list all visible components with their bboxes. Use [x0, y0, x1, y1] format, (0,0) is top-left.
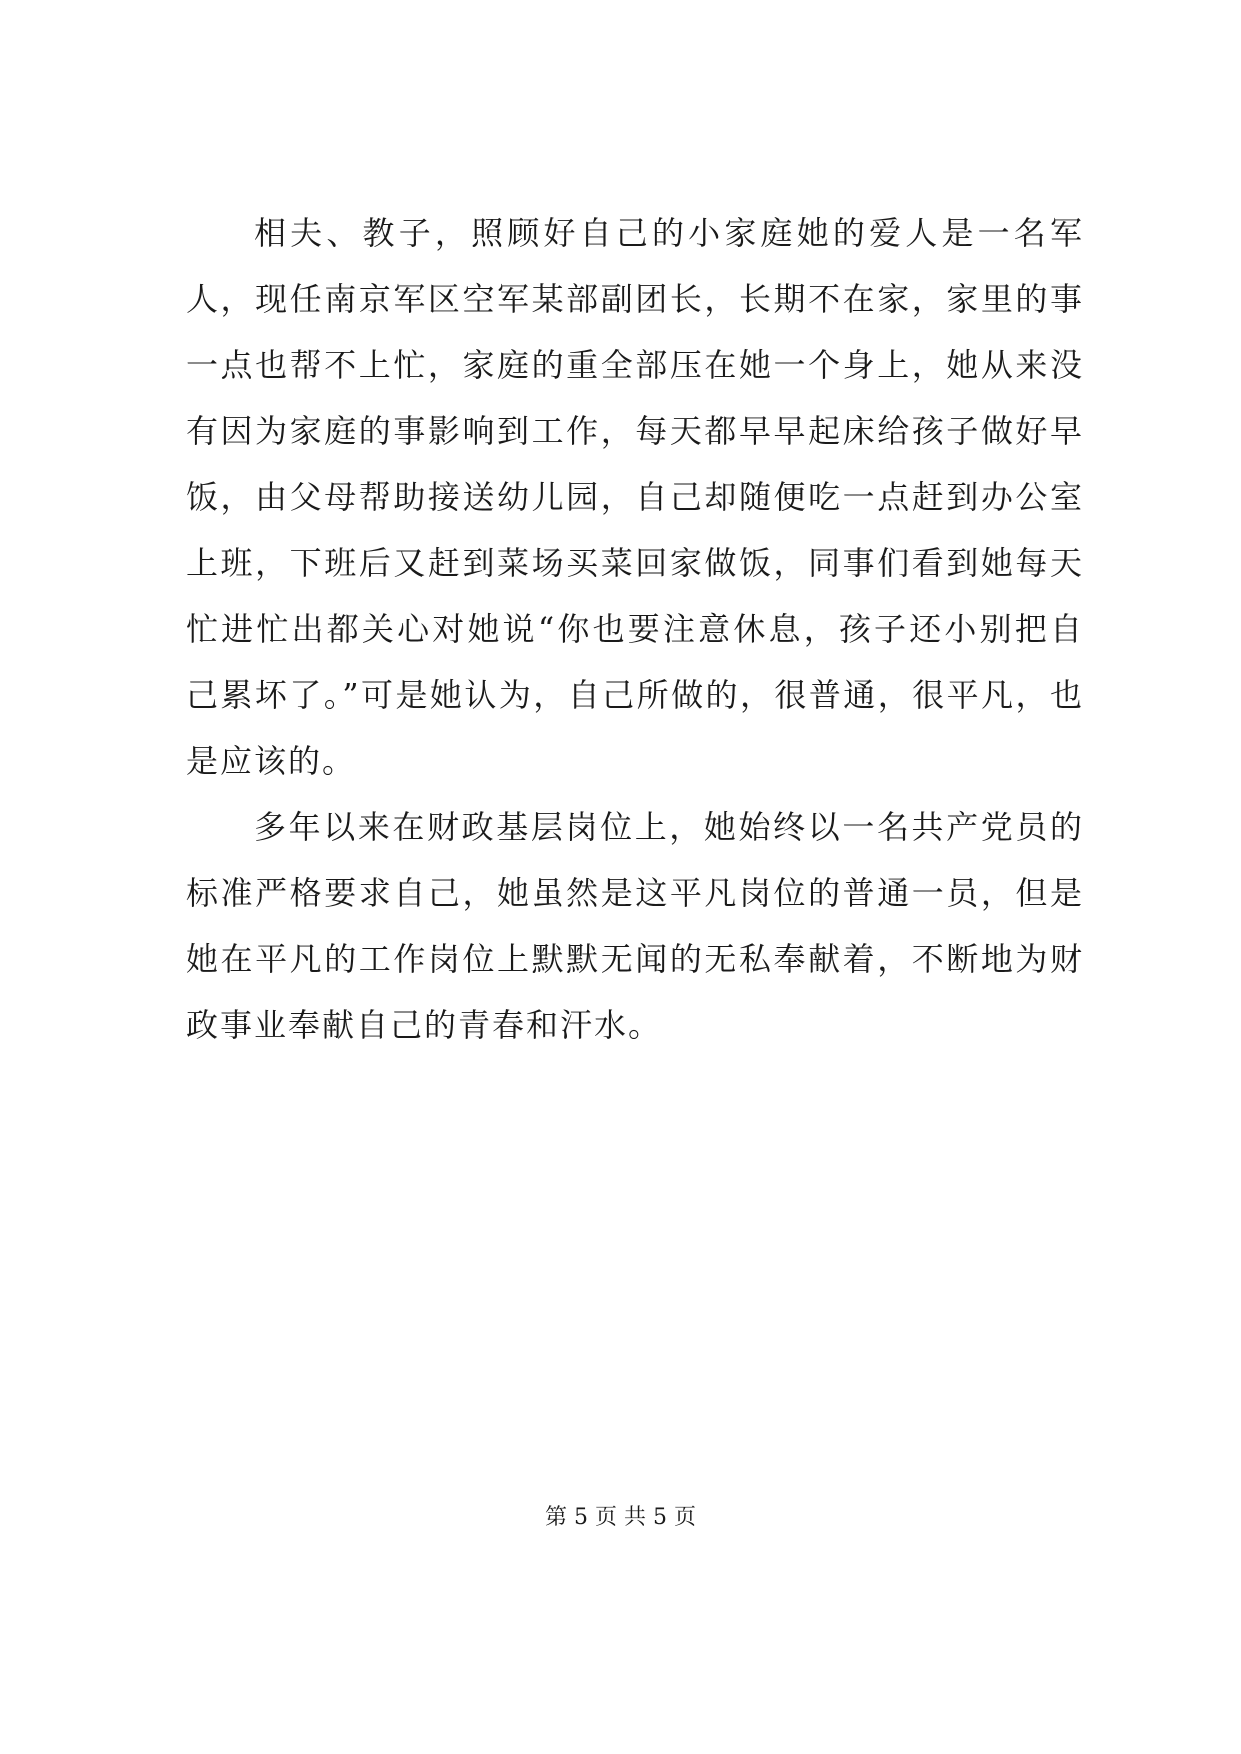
paragraph-1: 相夫、教子，照顾好自己的小家庭她的爱人是一名军人，现任南京军区空军某部副团长，长期不在家，家里的事一点也帮不上忙，家庭的重全部压在她一个身上，她从来没有因为家庭的事影响到工作，每天都早早起床给孩子做好早饭，由父母帮助接送幼儿园，自己却随便吃一点赶到办公室上班，下班后又赶到菜场买菜回家做饭，同事们看到她每天忙进忙出都关心对她说“你也要注意休息，孩子还小别把自己累坏了。”可是她认为，自己所做的，很普通，很平凡，也是应该的。 — [186, 214, 1084, 780]
paragraph-2: 多年以来在财政基层岗位上，她始终以一名共产党员的标准严格要求自己，她虽然是这平凡岗位的普通一员，但是她在平凡的工作岗位上默默无闻的无私奉献着，不断地为财政事业奉献自己的青春和汗水。 — [186, 808, 1084, 1044]
page-footer: 第 5 页 共 5 页 — [545, 1505, 696, 1530]
document-body — [186, 200, 1084, 1058]
